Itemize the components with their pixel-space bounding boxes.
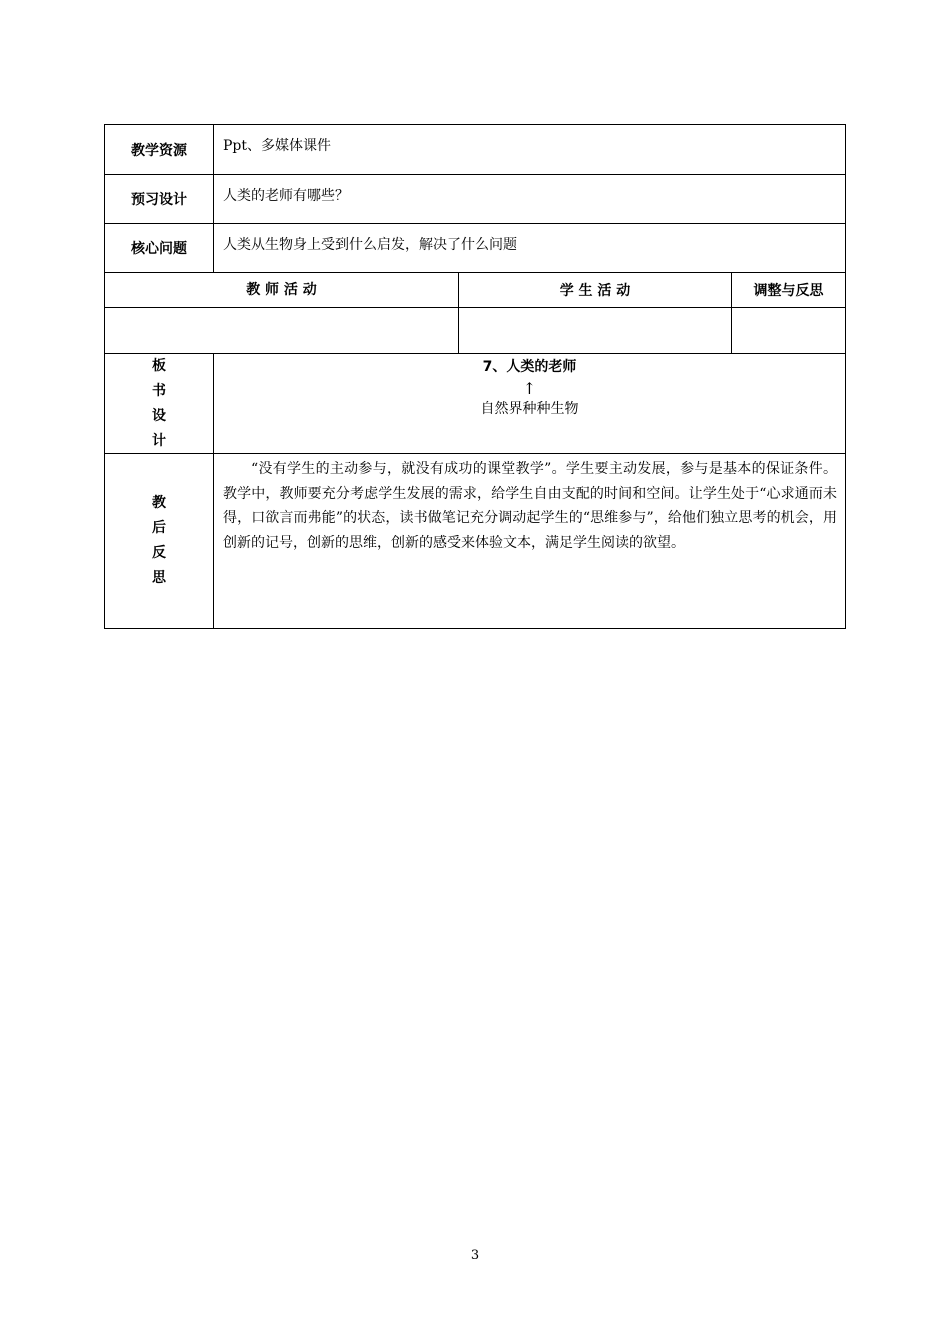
activity-header-row (105, 273, 845, 308)
row-resources (105, 125, 845, 175)
student-activity-cell (459, 308, 732, 353)
preview-label: 预习设计 (105, 175, 214, 223)
reflection-label-char: 后 (152, 520, 166, 536)
preview-value: 人类的老师有哪些？ (223, 188, 349, 204)
resources-value: Ppt、多媒体课件 (223, 138, 332, 154)
board-label-char: 板 (152, 357, 166, 374)
teacher-activity-header: 教 师 活 动 (105, 273, 459, 307)
board-subtitle: 自然界种种生物 (480, 401, 579, 417)
adjust-reflect-cell (732, 308, 845, 353)
row-core-question (105, 224, 845, 273)
reflection-text: “没有学生的主动参与，就没有成功的课堂教学”。学生要主动发展，参与是基本的保证条件。教学中，教师要充分考虑学生发展的需求，给学生自由支配的时间和空间。让学生处于“心求通而未得，口欲言而弗能”的状态，读书做笔记充分调动起学生的“思维参与”，给他们独立思考的机会，用创新的记号，创新的思维，创新的感受来体验文本，满足学生阅读的欲望。 (223, 461, 837, 551)
board-label-char: 书 (152, 382, 166, 399)
row-preview (105, 175, 845, 224)
up-arrow-icon: ↑ (522, 379, 537, 398)
board-title: 7、人类的老师 (482, 359, 577, 375)
student-activity-header: 学 生 活 动 (459, 273, 732, 307)
core-label: 核心问题 (105, 224, 214, 272)
board-design-label (105, 354, 214, 453)
activity-content-row (105, 308, 845, 354)
reflection-label-char: 思 (152, 570, 166, 586)
reflection-label (105, 454, 214, 628)
board-design-content (214, 354, 845, 453)
reflection-label-char: 反 (152, 545, 166, 561)
adjust-reflect-header: 调整与反思 (753, 283, 824, 299)
page-number: 3 (470, 1248, 480, 1263)
board-label-char: 计 (152, 432, 166, 449)
reflection-row (105, 454, 845, 628)
core-value: 人类从生物身上受到什么启发，解决了什么问题 (223, 237, 517, 253)
board-label-char: 设 (152, 407, 166, 424)
resources-label: 教学资源 (105, 125, 214, 174)
reflection-label-char: 教 (152, 495, 166, 511)
teacher-activity-cell (105, 308, 459, 353)
lesson-plan-table (104, 124, 846, 629)
board-design-row (105, 354, 845, 454)
